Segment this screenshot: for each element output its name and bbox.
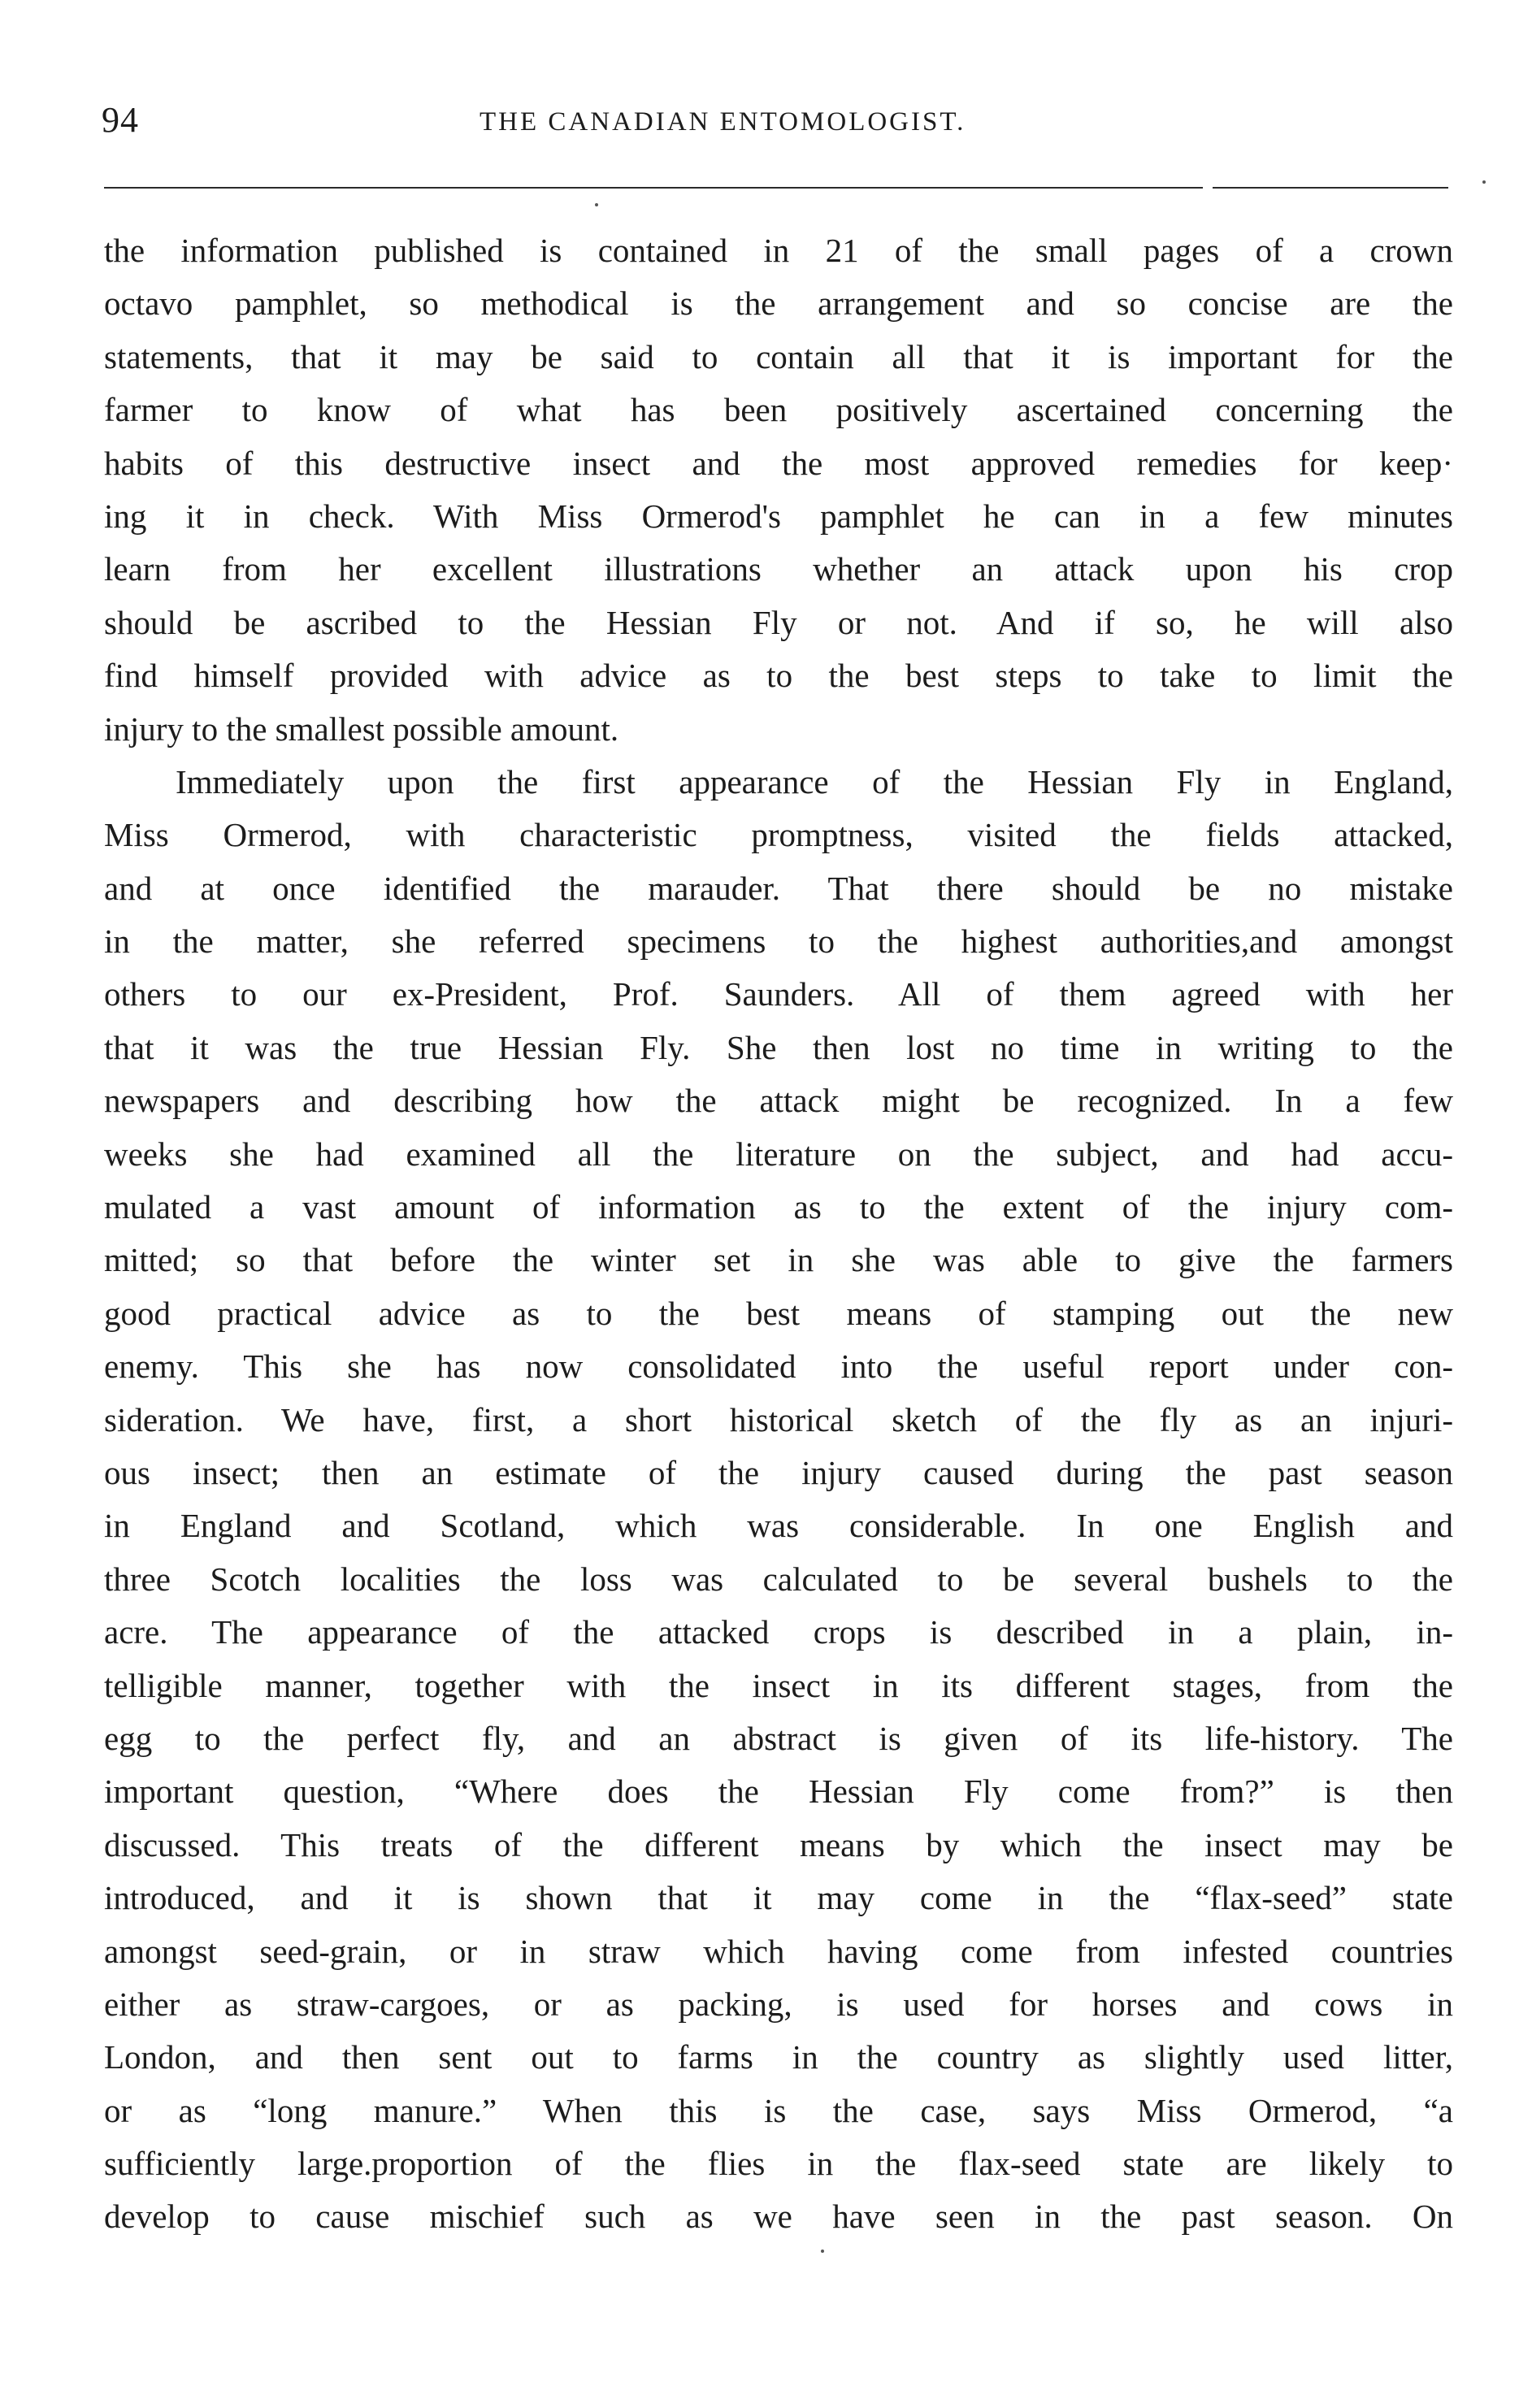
text-line: the information published is contained in 21 of the small pages of a crown bbox=[104, 232, 1453, 269]
text-line: sideration. We have, first, a short historical sketch of the fly as an injuri- bbox=[104, 1400, 1453, 1438]
text-line: sufficiently large.proportion of the flies in the flax-seed state are likely to bbox=[104, 2145, 1453, 2183]
text-line: discussed. This treats of the different means by which the insect may be bbox=[104, 1825, 1453, 1863]
text-line: others to our ex-President, Prof. Saunders. All of them agreed with her bbox=[104, 975, 1453, 1013]
text-line: learn from her excellent illustrations whether an attack upon his crop bbox=[104, 550, 1453, 588]
text-line: Miss Ormerod, with characteristic promptness, visited the fields attacked, bbox=[104, 816, 1453, 854]
print-speck bbox=[821, 2250, 824, 2253]
text-line: amongst seed-grain, or in straw which having come from infested countries bbox=[104, 1932, 1453, 1970]
text-line: three Scotch localities the loss was calculated to be several bushels to the bbox=[104, 1560, 1453, 1598]
text-line: mitted; so that before the winter set in she was able to give the farmers bbox=[104, 1241, 1453, 1279]
print-speck bbox=[1482, 180, 1486, 184]
text-line: important question, “Where does the Hessian Fly come from?” is then bbox=[104, 1772, 1453, 1811]
text-line: find himself provided with advice as to the best steps to take to limit the bbox=[104, 657, 1453, 695]
text-line: should be ascribed to the Hessian Fly or not. And if so, he will also bbox=[104, 603, 1453, 641]
running-title: THE CANADIAN ENTOMOLOGIST. bbox=[480, 107, 966, 137]
text-line: weeks she had examined all the literature on the subject, and had accu- bbox=[104, 1135, 1453, 1173]
text-line: Immediately upon the first appearance of the Hessian Fly in England, bbox=[176, 762, 1453, 800]
text-line: in the matter, she referred specimens to the highest authorities,and amongst bbox=[104, 922, 1453, 961]
text-line: or as “long manure.” When this is the case, says Miss Ormerod, “a bbox=[104, 2091, 1453, 2129]
text-line: farmer to know of what has been positively ascertained concerning the bbox=[104, 391, 1453, 429]
text-line: injury to the smallest possible amount. bbox=[104, 709, 619, 748]
text-line: London, and then sent out to farms in the country as slightly used litter, bbox=[104, 2038, 1453, 2076]
text-line: telligible manner, together with the insect in its different stages, from the bbox=[104, 1666, 1453, 1704]
header-rule bbox=[104, 187, 1203, 189]
page-number: 94 bbox=[102, 100, 139, 140]
text-line: either as straw-cargoes, or as packing, is used for horses and cows in bbox=[104, 1985, 1453, 2023]
text-line: introduced, and it is shown that it may come in the “flax-seed” state bbox=[104, 1879, 1453, 1917]
text-line: octavo pamphlet, so methodical is the arrangement and so concise are the bbox=[104, 284, 1453, 323]
text-line: develop to cause mischief such as we have seen in the past season. On bbox=[104, 2198, 1453, 2236]
text-line: in England and Scotland, which was considerable. In one English and bbox=[104, 1507, 1453, 1545]
text-line: newspapers and describing how the attack might be recognized. In a few bbox=[104, 1082, 1453, 1120]
text-line: good practical advice as to the best means of stamping out the new bbox=[104, 1294, 1453, 1332]
text-line: ing it in check. With Miss Ormerod's pamphlet he can in a few minutes bbox=[104, 497, 1453, 535]
text-line: that it was the true Hessian Fly. She then lost no time in writing to the bbox=[104, 1028, 1453, 1066]
text-line: acre. The appearance of the attacked crops is described in a plain, in- bbox=[104, 1613, 1453, 1651]
header-rule-end bbox=[1213, 187, 1448, 189]
text-line: enemy. This she has now consolidated into the useful report under con- bbox=[104, 1347, 1453, 1386]
text-line: egg to the perfect fly, and an abstract is given of its life-history. The bbox=[104, 1719, 1453, 1757]
body-text bbox=[104, 224, 1453, 2244]
text-line: ous insect; then an estimate of the injury caused during the past season bbox=[104, 1453, 1453, 1491]
text-line: and at once identified the marauder. That there should be no mistake bbox=[104, 869, 1453, 907]
page-header bbox=[102, 96, 1451, 153]
text-line: statements, that it may be said to contain all that it is important for the bbox=[104, 337, 1453, 375]
text-line: habits of this destructive insect and the most approved remedies for keep· bbox=[104, 444, 1453, 482]
print-speck bbox=[595, 203, 598, 206]
text-line: mulated a vast amount of information as to the extent of the injury com- bbox=[104, 1188, 1453, 1226]
